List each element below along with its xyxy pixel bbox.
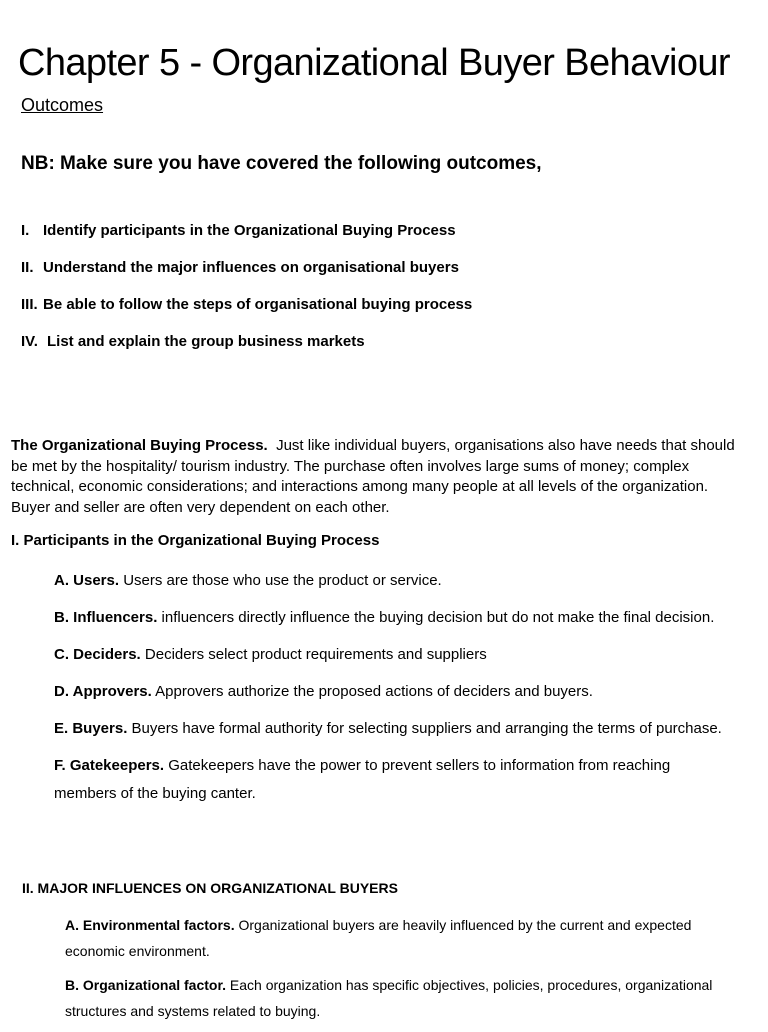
outcome-number: III. <box>21 296 38 313</box>
participant-term: A. Users. <box>54 572 120 589</box>
intro-paragraph <box>11 436 741 518</box>
outcome-text: Understand the major influences on organisational buyers <box>43 259 459 276</box>
participant-item <box>54 604 734 632</box>
influences-list <box>65 912 745 1032</box>
outcome-item <box>21 222 472 259</box>
intro-heading: The Organizational Buying Process. <box>11 437 268 454</box>
participant-term: D. Approvers. <box>54 683 152 700</box>
page-title: Chapter 5 - Organizational Buyer Behaviour <box>18 42 730 84</box>
participants-list <box>54 567 734 817</box>
nb-note: NB: Make sure you have covered the following outcomes, <box>21 153 542 174</box>
participant-term: B. Influencers. <box>54 609 158 626</box>
section-1-heading: I. Participants in the Organizational Buying Process <box>11 532 380 549</box>
outcome-item <box>21 296 472 333</box>
influence-term: A. Environmental factors. <box>65 917 235 933</box>
participant-description: Deciders select product requirements and suppliers <box>144 646 487 663</box>
outcome-item <box>21 259 472 296</box>
participant-item <box>54 567 734 595</box>
outcome-text: Identify participants in the Organizational Buying Process <box>43 222 456 239</box>
outcome-number: I. <box>21 222 30 239</box>
participant-item <box>54 715 734 743</box>
influence-item <box>65 912 745 964</box>
outcome-text: Be able to follow the steps of organisational buying process <box>43 296 473 313</box>
influence-description: Each organization has specific objectives, policies, procedures, organizational structures and systems related to buying. <box>65 977 713 1019</box>
participant-description: Users are those who use the product or service. <box>123 572 442 589</box>
participant-term: C. Deciders. <box>54 646 141 663</box>
participant-description: Approvers authorize the proposed actions of deciders and buyers. <box>155 683 593 700</box>
participant-description: Buyers have formal authority for selecting suppliers and arranging the terms of purchase. <box>131 720 722 737</box>
outcome-item <box>21 333 472 370</box>
intro-body: Just like individual buyers, organisations also have needs that should be met by the hospitality/ tourism industry. The purchase often involves large sums of money; complex technical, economic considerations; and interactions among many people at all levels of the organization. Buyer and seller are often very dependent on each other. <box>11 437 735 516</box>
influence-term: B. Organizational factor. <box>65 977 227 993</box>
participant-term: E. Buyers. <box>54 720 128 737</box>
participant-item <box>54 678 734 706</box>
outcome-number: IV. <box>21 333 38 350</box>
section-2-heading: II. MAJOR INFLUENCES ON ORGANIZATIONAL BUYERS <box>22 880 398 896</box>
outcome-text: List and explain the group business markets <box>47 333 365 350</box>
outcome-list <box>21 222 472 370</box>
influence-item <box>65 972 745 1024</box>
outcome-number: II. <box>21 259 34 276</box>
participant-term: F. Gatekeepers. <box>54 757 165 774</box>
influence-description: Organizational buyers are heavily influenced by the current and expected economic environment. <box>65 917 692 959</box>
participant-description: influencers directly influence the buying decision but do not make the final decision. <box>161 609 715 626</box>
participant-description: Gatekeepers have the power to prevent sellers to information from reaching members of the buying canter. <box>54 757 671 802</box>
participant-item <box>54 641 734 669</box>
outcomes-label: Outcomes <box>21 95 104 115</box>
participant-item <box>54 752 734 808</box>
